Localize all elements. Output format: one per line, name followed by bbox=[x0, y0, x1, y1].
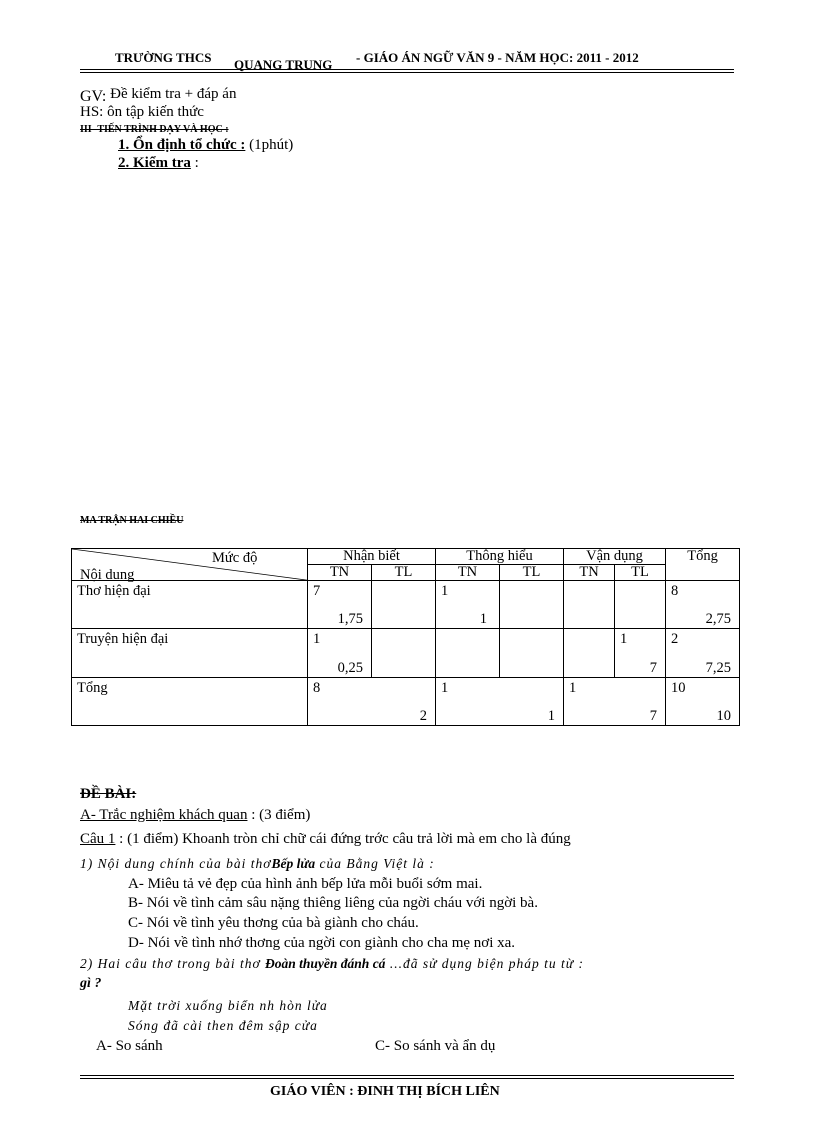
part-a-line bbox=[80, 807, 310, 824]
row-total-vd-score: 7 bbox=[649, 708, 658, 724]
row-total-label-text: Tổng bbox=[77, 679, 108, 696]
item1-option-c: C- Nói về tình yêu thơng của bà giành cho cháu. bbox=[128, 915, 419, 931]
row-total-th-score: 1 bbox=[547, 708, 556, 724]
subcol-nb-tl: TL bbox=[372, 565, 436, 581]
header-school-label: TRƯỜNG THCS bbox=[115, 50, 212, 65]
row-total-vd-count: 1 bbox=[569, 679, 577, 696]
header-subject bbox=[356, 50, 639, 66]
item1-option-a: A- Miêu tả vẻ đẹp của hình ảnh bếp lửa mỗi buổi sớm mai. bbox=[128, 876, 483, 892]
matrix-row-truyen bbox=[72, 629, 740, 677]
matrix-table bbox=[71, 548, 740, 726]
item1-title: Bếp lửa bbox=[271, 856, 316, 871]
header-school-name-text: QUANG TRUNG bbox=[234, 57, 333, 72]
part-a-label: A- Trắc nghiệm khách quan bbox=[80, 807, 248, 823]
row-truyen-nb-score: 0,25 bbox=[337, 659, 363, 676]
row-truyen-nb-count: 1 bbox=[313, 631, 321, 648]
row-total-vd bbox=[564, 677, 666, 725]
gv-label: GV: bbox=[80, 88, 107, 105]
row-total-label bbox=[72, 677, 308, 725]
step2-line bbox=[118, 155, 199, 172]
header-school bbox=[115, 50, 211, 66]
item1-option-d: D- Nói về tình nhớ thơng của ngời con giành cho cha mẹ nơi xa. bbox=[128, 935, 516, 951]
row-truyen-label-text: Truyện hiện đại bbox=[77, 631, 169, 648]
row-total-total-count: 10 bbox=[671, 679, 686, 696]
row-truyen-vd-tl bbox=[615, 629, 666, 677]
row-truyen-th-tl bbox=[500, 629, 564, 677]
row-truyen-total-score: 7,25 bbox=[705, 659, 732, 676]
row-total-total-score: 10 bbox=[716, 708, 732, 724]
corner-top-label: Mức độ bbox=[212, 550, 258, 566]
q1-line bbox=[80, 831, 571, 848]
level-van-dung: Vận dụng bbox=[564, 549, 666, 565]
q1-label: Câu 1 bbox=[80, 831, 116, 847]
matrix-title: MA TRẬN HAI CHIỀU bbox=[80, 515, 184, 526]
part-a-points: : (3 điểm) bbox=[251, 807, 311, 823]
matrix-row-tho bbox=[72, 581, 740, 629]
item1-suffix: của Bằng Việt là : bbox=[319, 856, 435, 871]
footer-teacher: GIÁO VIÊN : ĐINH THỊ BÍCH LIÊN bbox=[270, 1084, 500, 1099]
q1-text: : (1 điểm) Khoanh tròn chỉ chữ cái đứng trớc câu trả lời mà em cho là đúng bbox=[119, 831, 571, 847]
row-truyen-nb-tl bbox=[372, 629, 436, 677]
item2-option-a: A- So sánh bbox=[96, 1038, 163, 1054]
step2-label: 2. Kiểm tra bbox=[118, 155, 191, 171]
item2-tail: gì ? bbox=[80, 976, 102, 991]
row-tho-th-count: 1 bbox=[441, 583, 449, 600]
level-thong-hieu: Thông hiểu bbox=[436, 549, 564, 565]
row-tho-total-count: 8 bbox=[671, 583, 679, 600]
row-tho-label bbox=[72, 581, 308, 629]
row-tho-th-score: 1 bbox=[479, 611, 487, 628]
row-total-th-count: 1 bbox=[441, 679, 449, 696]
item2-prefix: 2) Hai câu thơ trong bài thơ bbox=[80, 956, 261, 971]
row-total-th bbox=[436, 677, 564, 725]
row-truyen-total bbox=[666, 629, 740, 677]
row-tho-nb-score: 1,75 bbox=[337, 611, 363, 628]
row-truyen-th-tn bbox=[436, 629, 500, 677]
header-rule-bottom bbox=[80, 72, 734, 73]
subcol-nb-tn: TN bbox=[308, 565, 372, 581]
row-tho-nb-tl bbox=[372, 581, 436, 629]
subcol-vd-tl: TL bbox=[615, 565, 666, 581]
item2-option-c: C- So sánh và ẩn dụ bbox=[375, 1038, 496, 1054]
corner-bottom-label: Nội dung bbox=[80, 567, 135, 583]
row-truyen-vd-score: 7 bbox=[649, 659, 658, 676]
step1-label: 1. Ổn định tổ chức : bbox=[118, 137, 246, 153]
gv-text: Đề kiểm tra + đáp án bbox=[110, 86, 237, 102]
hs-line: HS: ôn tập kiến thức bbox=[80, 104, 204, 120]
footer-rule-top bbox=[80, 1075, 734, 1076]
row-total-total bbox=[666, 677, 740, 725]
level-tong: Tổng bbox=[666, 549, 740, 581]
row-tho-vd-tn bbox=[564, 581, 615, 629]
row-truyen-vd-count: 1 bbox=[620, 631, 628, 648]
item1-prompt bbox=[80, 856, 435, 872]
row-truyen-total-count: 2 bbox=[671, 631, 679, 648]
header-subject-text: - GIÁO ÁN NGỮ VĂN 9 - NĂM HỌC: 2011 - 2012 bbox=[356, 50, 639, 65]
row-tho-th-tn bbox=[436, 581, 500, 629]
gv-line bbox=[80, 85, 236, 103]
item1-option-b: B- Nói về tình cảm sâu nặng thiêng liêng của ngời cháu với ngời bà. bbox=[128, 895, 538, 911]
verse-line-2: Sóng đã cài then đêm sập cửa bbox=[128, 1018, 318, 1033]
item2-prompt bbox=[80, 956, 584, 972]
row-tho-label-text: Thơ hiện đại bbox=[77, 583, 151, 600]
row-truyen-vd-tn bbox=[564, 629, 615, 677]
step1-time: (1phút) bbox=[249, 137, 294, 153]
subcol-th-tl: TL bbox=[500, 565, 564, 581]
row-tho-total-score: 2,75 bbox=[705, 611, 732, 628]
header-rule-top bbox=[80, 69, 734, 70]
row-tho-th-tl bbox=[500, 581, 564, 629]
header-school-name bbox=[234, 57, 332, 73]
item2-suffix: ...đã sử dụng biện pháp tu từ : bbox=[389, 956, 585, 971]
matrix-row-total bbox=[72, 677, 740, 725]
matrix-corner-cell bbox=[72, 549, 308, 581]
verse-line-1: Mặt trời xuống biển nh hòn lửa bbox=[128, 998, 328, 1013]
section-title: III- TIẾN TRÌNH DẠY VÀ HỌC : bbox=[80, 124, 229, 135]
item1-prefix: 1) Nội dung chính của bài thơ bbox=[80, 856, 272, 871]
row-total-nb-count: 8 bbox=[313, 679, 321, 696]
row-tho-total bbox=[666, 581, 740, 629]
row-truyen-nb-tn bbox=[308, 629, 372, 677]
item2-title: Đoàn thuyền đánh cá bbox=[265, 956, 386, 971]
exam-title: ĐỀ BÀI: bbox=[80, 786, 137, 802]
row-tho-vd-tl bbox=[615, 581, 666, 629]
footer-rule-bottom bbox=[80, 1078, 734, 1079]
row-tho-nb-tn bbox=[308, 581, 372, 629]
row-truyen-label bbox=[72, 629, 308, 677]
step1-line bbox=[118, 137, 293, 154]
row-tho-nb-count: 7 bbox=[313, 583, 321, 600]
subcol-th-tn: TN bbox=[436, 565, 500, 581]
subcol-vd-tn: TN bbox=[564, 565, 615, 581]
step2-colon: : bbox=[194, 155, 199, 171]
row-total-nb bbox=[308, 677, 436, 725]
level-nhan-biet: Nhận biết bbox=[308, 549, 436, 565]
row-total-nb-score: 2 bbox=[419, 708, 427, 724]
